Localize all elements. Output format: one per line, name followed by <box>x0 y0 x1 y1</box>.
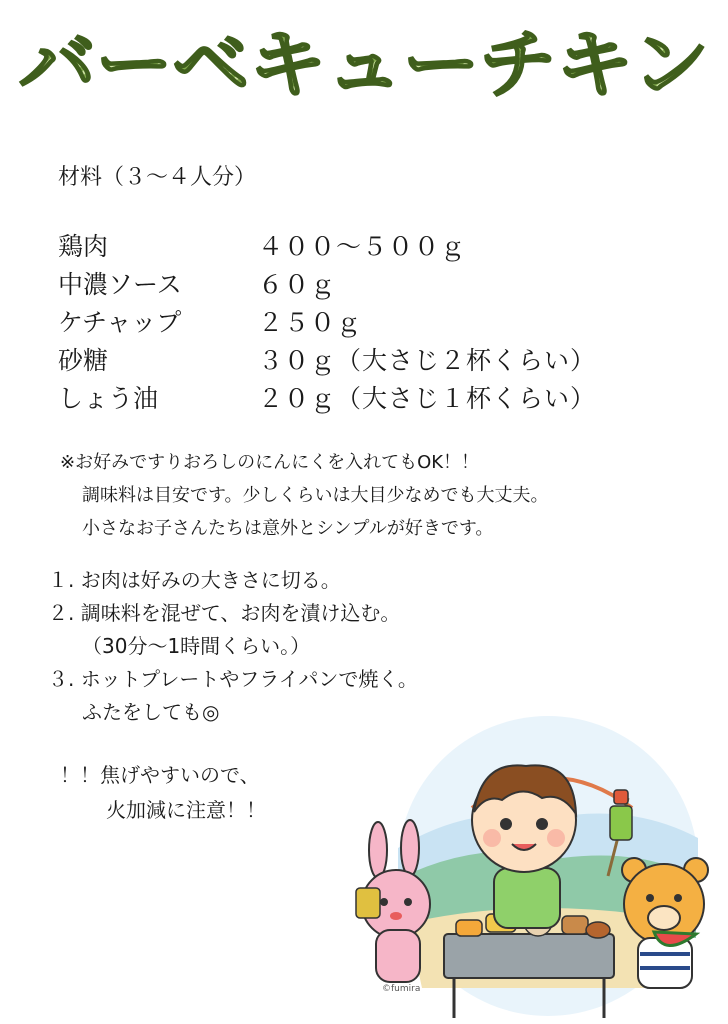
page-title-text: バーベキューチキン <box>19 22 709 108</box>
ingredient-name: 砂糖 <box>58 346 109 375</box>
step-item: ２. 調味料を混ぜて、お肉を漬け込む。 <box>48 601 401 625</box>
ingredient-amount: ６０ｇ <box>258 270 337 299</box>
ingredient-row <box>58 302 596 340</box>
ingredient-row <box>58 378 596 416</box>
steps-list <box>48 564 418 729</box>
page-title <box>0 18 728 110</box>
note-line: ※お好みですりおろしのにんにくを入れてもOK！！ <box>60 452 480 473</box>
note-line: 調味料は目安です。少しくらいは大目少なめでも大丈夫。 <box>82 485 549 506</box>
materials-heading: 材料（３～４人分） <box>58 165 257 190</box>
ingredient-amount: ２０ｇ（大さじ１杯くらい） <box>258 384 597 413</box>
step-continuation: ふたをしても◎ <box>82 700 220 724</box>
ingredient-name: しょう油 <box>58 384 159 413</box>
ingredients-list <box>58 226 596 416</box>
ingredient-name: ケチャップ <box>58 308 182 337</box>
step-item: １. お肉は好みの大きさに切る。 <box>48 568 341 592</box>
ingredient-row <box>58 226 596 264</box>
step-item: ３. ホットプレートやフライパンで焼く。 <box>48 667 418 691</box>
ingredient-amount: ４００～５００ｇ <box>258 232 467 261</box>
ingredient-row <box>58 264 596 302</box>
note-line: 小さなお子さんたちは意外とシンプルが好きです。 <box>82 518 494 539</box>
step-continuation: （30分～1時間くらい。） <box>82 634 311 658</box>
ingredient-name: 鶏肉 <box>58 232 109 261</box>
warning-line: 火加減に注意！！ <box>106 798 266 822</box>
ingredient-name: 中濃ソース <box>58 270 182 299</box>
warning-line: ！！焦げやすいので、 <box>60 763 260 787</box>
notes-block <box>60 446 549 545</box>
ingredient-amount: ３０ｇ（大さじ２杯くらい） <box>258 346 597 375</box>
ingredient-row <box>58 340 596 378</box>
warning-block <box>60 758 266 828</box>
illustration-credit: ©fumira <box>382 984 421 994</box>
bbq-illustration <box>352 708 724 1020</box>
ingredient-amount: ２５０ｇ <box>258 308 363 337</box>
